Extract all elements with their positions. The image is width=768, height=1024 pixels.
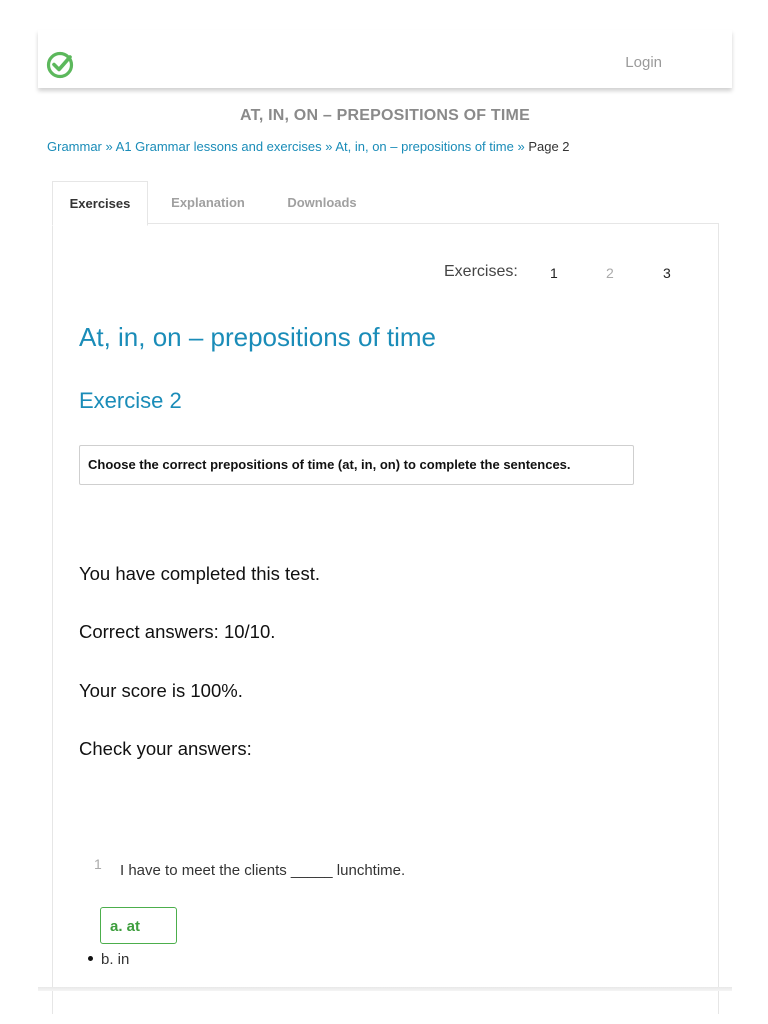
question-text: I have to meet the clients _____ lunchtime.	[120, 862, 406, 879]
exercise-page-link-3[interactable]: 3	[663, 265, 671, 281]
breadcrumb-item-a1-lessons[interactable]: A1 Grammar lessons and exercises	[115, 139, 322, 154]
footer-divider	[38, 987, 732, 991]
tab-exercises[interactable]: Exercises	[52, 181, 148, 226]
answer-option-label: b. in	[101, 951, 130, 968]
exercise-page-link-1[interactable]: 1	[550, 265, 558, 281]
breadcrumb-separator: »	[517, 139, 525, 154]
exercise-page-current-2: 2	[606, 265, 614, 281]
exercises-nav-label: Exercises:	[444, 263, 518, 280]
question-number: 1	[94, 856, 102, 872]
breadcrumb-separator: »	[325, 139, 333, 154]
exercise-subtitle: Exercise 2	[79, 388, 182, 413]
login-link[interactable]: Login	[625, 54, 662, 71]
answer-option[interactable]	[88, 951, 129, 968]
instructions-box: Choose the correct prepositions of time (at, in, on) to complete the sentences.	[79, 445, 634, 485]
check-answers-heading: Check your answers:	[79, 738, 252, 759]
tab-explanation[interactable]: Explanation	[171, 195, 245, 210]
exercise-title: At, in, on – prepositions of time	[79, 322, 436, 352]
bullet-icon	[88, 956, 93, 961]
breadcrumb-item-grammar[interactable]: Grammar	[47, 139, 102, 154]
breadcrumb-item-prepositions[interactable]: At, in, on – prepositions of time	[335, 139, 514, 154]
answer-option-correct[interactable]: a. at	[100, 907, 177, 944]
check-circle-icon[interactable]	[46, 50, 76, 80]
breadcrumb-current: Page 2	[528, 139, 570, 154]
site-header	[38, 30, 732, 88]
breadcrumb	[47, 139, 570, 154]
score-text: Your score is 100%.	[79, 680, 243, 701]
breadcrumb-separator: »	[105, 139, 113, 154]
correct-answers-count: Correct answers: 10/10.	[79, 621, 276, 642]
page-heading: AT, IN, ON – PREPOSITIONS OF TIME	[240, 107, 530, 124]
tab-downloads[interactable]: Downloads	[287, 195, 357, 210]
completed-message: You have completed this test.	[79, 563, 320, 584]
